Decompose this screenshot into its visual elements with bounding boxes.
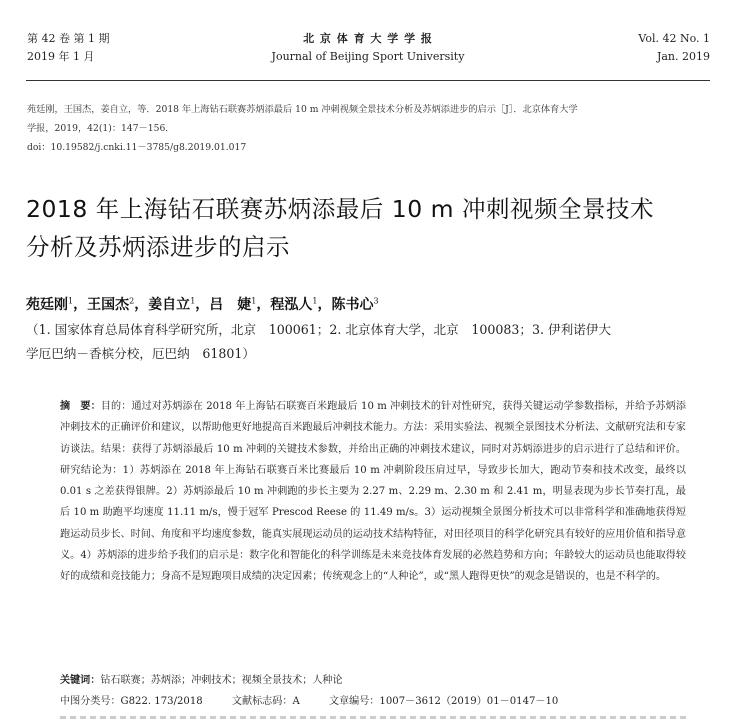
- affiliations: [26, 318, 716, 366]
- author: 程泓人$^1$: [270, 296, 318, 313]
- citation-block: [27, 100, 711, 157]
- keywords: [60, 670, 686, 691]
- publication-date: 2019 年 1 月: [27, 50, 95, 63]
- abstract-text: 目的：通过对苏炳添在 2018 年上海钻石联赛百米跑最后 10 m 冲刺技术的针对性研究，获得关键运动学参数指标，并给予苏炳添冲刺技术的正确评价和建议，以帮助他更好地提高百米跑最后冲刺技术能力。方法：采用实验法、视频全景图技术分析法、文献研究法和专家访谈法。结果：获得了苏炳添最后 10 m 冲刺的关键技术参数，并给出正确的冲刺技术建议，同时对苏炳添进步的启示进行了总结和评价。研究结论为：1）苏炳添在 2018 年上海钻石联赛百米比赛最后 10 m 冲刺阶段压肩过早，导致步长加大，跑动节奏和技术改变，最终以 0.01 s 之差获得银牌。2）苏炳添最后 10 m 冲刺跑的步长主要为 2.27 m、2.29 m、2.30 m 和 2.41 m，明显表现为步长节奏打乱，最后 10 m 助跑平均速度 11.11 m/s，慢于冠军 Prescod Reese 的 11.49 m/s。3）运动视频全景图分析技术可以非常科学和准确地获得短跑运动员步长、时间、角度和平均速度参数，能真实展现运动员的运动技术结构特征，对田径项目的科学化研究具有较好的应用价值和指导意义。4）苏炳添的进步给予我们的启示是：数字化和智能化的科学训练是未来竞技体育发展的必然趋势和方向；年龄较大的运动员也能取得较好的成绩和竞技能力；身高不是短跑项目成绩的决定因素；传统观念上的“人种论”，或“黑人跑得更快”的观念是错误的，也是不科学的。: [60, 401, 686, 583]
- header-rule: [26, 80, 710, 81]
- running-header-center: [0, 30, 736, 66]
- author: 陈书心$^3$: [331, 296, 379, 313]
- citation-line: 苑廷刚，王国杰，姜自立，等．2018 年上海钻石联赛苏炳添最后 10 m 冲刺视频全景技术分析及苏炳添进步的启示［J］．北京体育大学: [27, 104, 578, 115]
- author: 姜自立$^1$: [148, 296, 196, 313]
- volume-issue: 第 42 卷 第 1 期: [27, 32, 110, 45]
- classification-line: [60, 691, 686, 712]
- affiliation-line: 学厄巴纳－香槟分校，厄巴纳 61801）: [26, 346, 255, 361]
- publication-date-en: Jan. 2019: [656, 50, 710, 63]
- volume-issue-en: Vol. 42 No. 1: [638, 32, 710, 45]
- author: 王国杰$^2$: [87, 296, 135, 313]
- clc-number: 中图分类号：G822. 173/2018: [60, 696, 203, 707]
- document-code: 文献标志码：A: [231, 696, 300, 707]
- citation-line: 学报，2019，42(1)：147－156．: [27, 123, 175, 134]
- abstract-label: 摘 要：: [60, 401, 101, 412]
- author: 吕 婕$^1$: [209, 296, 257, 313]
- article-number: 文章编号：1007－3612（2019）01－0147－10: [328, 696, 559, 707]
- journal-name-en: Journal of Beijing Sport University: [271, 50, 465, 63]
- cut-off-text-line: [60, 713, 686, 720]
- keywords-label: 关键词：: [60, 675, 101, 686]
- doi: doi：10.19582/j.cnki.11－3785/g8.2019.01.017: [27, 142, 247, 153]
- journal-name-cn: 北 京 体 育 大 学 学 报: [303, 32, 433, 45]
- title-line: 2018 年上海钻石联赛苏炳添最后 10 m 冲刺视频全景技术: [26, 195, 654, 223]
- author-list: 苑廷刚$^1$，王国杰$^2$，姜自立$^1$，吕 婕$^1$，程泓人$^1$，陈书心$^3$: [26, 296, 379, 313]
- article-title: [26, 190, 716, 266]
- abstract: [60, 396, 686, 588]
- running-header-right: [638, 30, 710, 66]
- keywords-text: 钻石联赛；苏炳添；冲刺技术；视频全景技术；人种论: [100, 675, 343, 686]
- affiliation-line: （1. 国家体育总局体育科学研究所，北京 100061；2. 北京体育大学，北京 100083；3. 伊利诺伊大: [26, 322, 611, 337]
- title-line: 分析及苏炳添进步的启示: [26, 233, 290, 261]
- author: 苑廷刚$^1$: [26, 296, 74, 313]
